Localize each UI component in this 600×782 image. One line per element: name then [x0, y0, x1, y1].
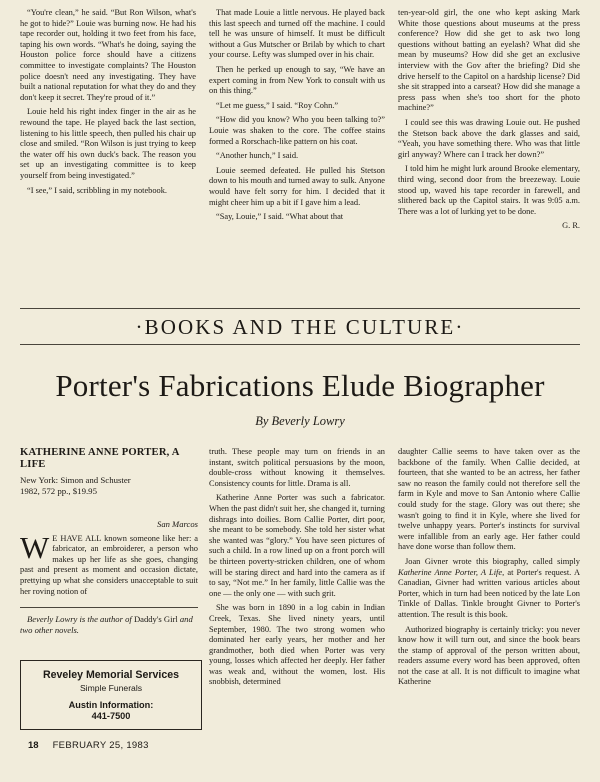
paragraph: “How did you know? Who you been talking to?” Louie was shaken to the core. The coffee stains formed a Rorschach-like pattern on his coat.: [209, 115, 385, 146]
advertiser-info-label: Austin Information:: [68, 700, 154, 710]
issue-date: FEBRUARY 25, 1983: [52, 740, 149, 751]
advertiser-tagline: Simple Funerals: [79, 683, 143, 693]
section-rule-top: [20, 308, 580, 309]
review-column-2: [209, 447, 385, 688]
paragraph: Authorized biography is certainly tricky: you never know how it will turn out, and since the book bears the stamp of approval of the person written about, readers assume every word has been approved, often not the case at all. It is not difficult to imagine what Katherine: [398, 624, 580, 687]
review-column-1: [20, 447, 198, 635]
paragraph: Then he perked up enough to say, “We have an expert coming in from New York to consult with us on this thing.”: [209, 64, 385, 96]
paragraph: ten-year-old girl, the one who kept asking Mark White those questions about museums at the press conference? How did she get to ask two long questions without batting an eyelash? What did she mean by museums? How did she get an exclusive interview with the Gov after the briefing? Did she drive herself to the Capitol on a hardship license? Did she sit strapped into a carseat? How did she manage a press pass when she's too short for the photo machine?”: [398, 8, 580, 113]
paragraph: Louie held his right index finger in the air as he rewound the tape. He played back the last section, listening to his little speech, then pulled his chair up close and smiled. “Ron Wilson is just trying to keep the water off his own duck's back. The reason you set up an investigating committee is to keep yourself from being investigated.”: [20, 107, 196, 180]
section-header: ·BOOKS AND THE CULTURE·: [135, 315, 465, 339]
article-headline: Porter's Fabrications Elude Biographer: [55, 368, 545, 403]
paragraph: I could see this was drawing Louie out. He pushed the Stetson back above the dark glasses and said, “Yeah, you have something there. Who was that little girl anyway? Where can I track her down?”: [398, 117, 580, 159]
paragraph: I told him he might lurk around Brooke elementary, third wing, second door from the breezeway. Louie stood up, waved his tape recorder in farewell, and slithered back up the Capitol stairs. It was 9:05 a.m. There was a lot of lurking yet to be done.: [398, 164, 580, 216]
paragraph: truth. These people may turn on friends in an instant, switch political persuasions by the moon, double-cross without knowing it themselves. Consistency counts for little. Drama is all.: [209, 447, 385, 488]
paragraph: That made Louie a little nervous. He played back this last speech and turned off the machine. I could tell he was unsure of himself. It must be difficult without a Gus Mutscher or Brilab by which to chart your course. Lefty was slumped over in his chair.: [209, 8, 385, 60]
book-details: 1982, 572 pp., $19.95: [20, 486, 97, 496]
paragraph: “Let me guess,” I said. “Roy Cohn.”: [216, 100, 339, 110]
top-story-column-2: [209, 8, 385, 223]
page-footer: [28, 740, 149, 751]
paragraph: daughter Callie seems to have taken over as the backbone of the family. When Callie decided, at fourteen, that she wanted to be an actress, her father saw no reason the family could not therefore sell the farm in Kyle and move to San Antonio where Callie could study for the stage. Glory was out there; she wasn't going to find it in Kyle, where she lived for twelve unhappy years. Porter's instincts for survival were infallible from an early age. Her father could have done worse than follow them.: [398, 447, 580, 552]
author-initials: G. R.: [562, 221, 580, 231]
book-publisher: New York: Simon and Schuster: [20, 475, 131, 485]
paragraph: She was born in 1890 in a log cabin in Indian Creek, Texas. She lived ninety years, until September, 1980. The two strong women who dominated her early years, her mother and her grandmother, both died when Porter was very young, losses which affected her deeply. Her father was weak and, without the women, lost. His snobbish, determined: [209, 603, 385, 687]
page-number: 18: [28, 740, 39, 751]
drop-cap: W: [20, 529, 50, 565]
paragraph: “You're clean,” he said. “But Ron Wilson, what's he got to hide?” Louie was burning now. He had his tape recorder out, holding it two feet from his face, taping his own words. “What's he doing, saying the Houston police force should have a citizens committee to investigate complaints? The Houston police doesn't need any investigating. They have built a national reputation for what they do and they don't keep it secret. They're proud of it.”: [20, 8, 196, 102]
signature-row: [398, 221, 580, 232]
dateline: San Marcos: [157, 519, 198, 529]
lead-text: E HAVE ALL known someone like her: a fabricator, an embroiderer, a person who makes up her life as she goes, changing past and present as moment and occasion dictate, prettying up what she considers unacceptable to suit her roving notion of: [20, 533, 198, 596]
section-rule-bottom: [20, 344, 580, 345]
author-bio: Beverly Lowry is the author of Daddy's Girl and two other novels.: [20, 614, 193, 635]
paragraph: “Say, Louie,” I said. “What about that: [216, 212, 344, 222]
review-column-3: [398, 447, 580, 688]
paragraph: Louie seemed defeated. He pulled his Stetson down to his mouth and turned away to sulk. Anyone would have felt sorry for him. I decided that it might cheer him up a bit if I gave him a lead.: [209, 165, 385, 207]
paragraph: “I see,” I said, scribbling in my notebook.: [27, 185, 168, 195]
paragraph: Joan Givner wrote this biography, called simply Katherine Anne Porter, A Life, at Porter's request. A Canadian, Givner had written various articles about Porter, which in turn had been noticed by the late Lon Tinkle of Dallas. Tinkle brought Givner to Porter's attention. The result is this book.: [398, 556, 580, 619]
advertiser-phone: 441-7500: [91, 711, 131, 721]
lead-paragraph: [20, 529, 198, 598]
author-bio-rule: [20, 607, 198, 608]
paragraph: Katherine Anne Porter was such a fabricator. When the past didn't suit her, she changed it, turning dishrags into doilies. Born Callie Porter, dirt poor, she meant to be somebody. She told her sister what she wanted was “glory.” You have seen pictures of such a child. In a row lined up on a front porch will be thirteen poverty-stricken children, one of whom will be staring direct and hard into the camera as if to say, “Not me.” In her family, little Callie was the one — the only one — with such grit.: [209, 493, 385, 598]
advertisement-box: [20, 660, 202, 730]
top-story-column-1: [20, 8, 196, 196]
paragraph: “Another hunch,” I said.: [216, 151, 299, 161]
book-title: KATHERINE ANNE PORTER, A LIFE: [20, 447, 180, 470]
top-story-column-3: [398, 8, 580, 232]
article-byline: By Beverly Lowry: [255, 414, 345, 428]
advertiser-name: Reveley Memorial Services: [42, 669, 180, 681]
